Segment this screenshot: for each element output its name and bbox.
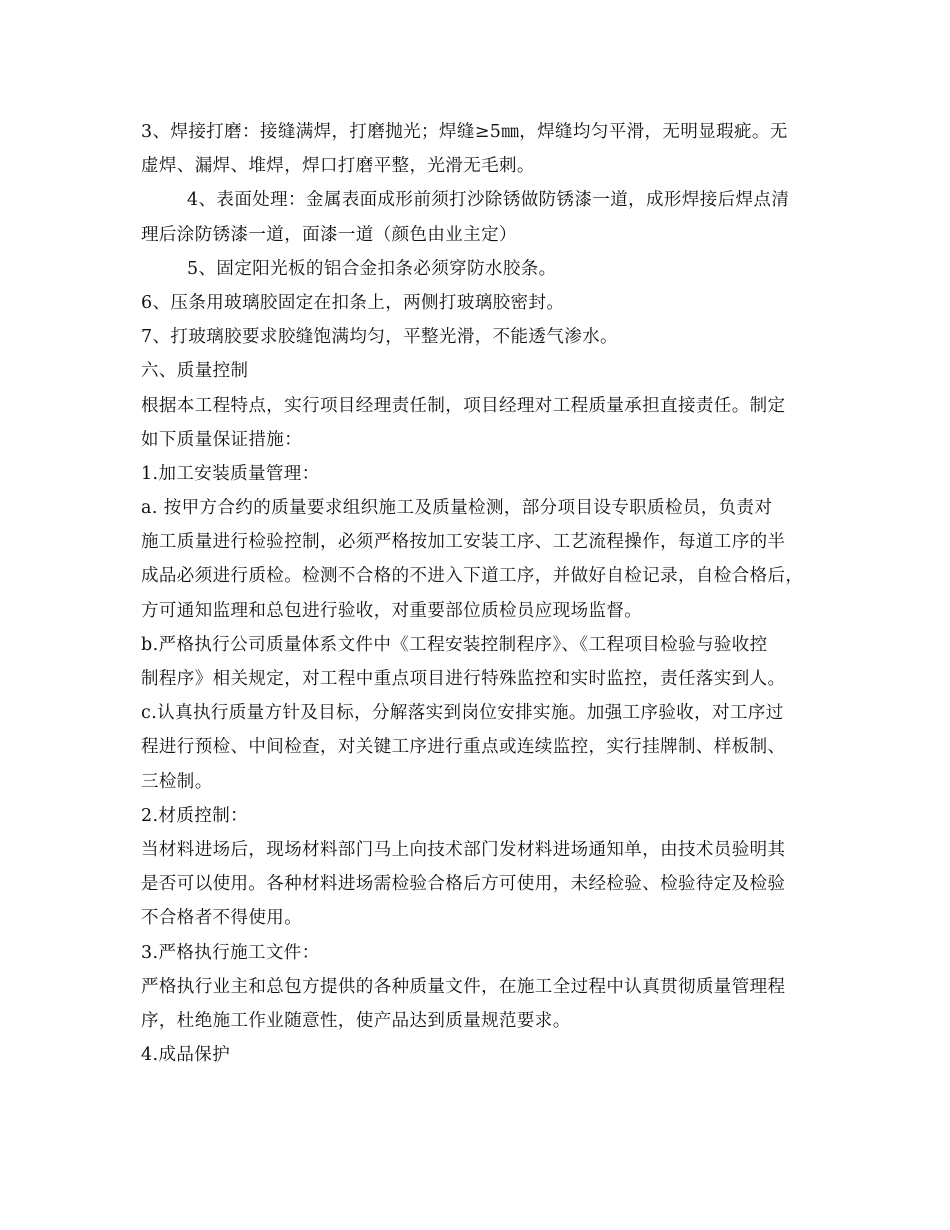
text-line: 程进行预检、中间检查，对关键工序进行重点或连续监控，实行挂牌制、样板制、 [141, 737, 786, 758]
text-line: 方可通知监理和总包进行验收，对重要部位质检员应现场监督。 [141, 600, 643, 621]
text-line: 是否可以使用。各种材料进场需检验合格后方可使用，未经检验、检验待定及检验 [141, 874, 786, 895]
section-heading: 六、质量控制 [141, 361, 249, 382]
subsection-heading: 3.严格执行施工文件： [141, 942, 320, 963]
text-line: 制程序》相关规定，对工程中重点项目进行特殊监控和实时监控，责任落实到人。 [141, 669, 786, 689]
text-line: b.严格执行公司质量体系文件中《工程安装控制程序》、《工程项目检验与验收控 [141, 634, 768, 655]
text-line: 如下质量保证措施： [141, 429, 303, 450]
subsection-heading: 2.材质控制： [141, 805, 248, 826]
subsection-heading: 1.加工安装质量管理： [141, 463, 320, 484]
text-line: 严格执行业主和总包方提供的各种质量文件，在施工全过程中认真贯彻质量管理程 [141, 976, 786, 997]
text-line: 7、打玻璃胶要求胶缝饱满均匀，平整光滑，不能透气渗水。 [141, 327, 618, 348]
text-line: 理后涂防锈漆一道，面漆一道（颜色由业主定） [141, 224, 517, 245]
text-line: 不合格者不得使用。 [141, 908, 303, 929]
text-line: 成品必须进行质检。检测不合格的不进入下道工序，并做好自检记录，自检合格后， [141, 566, 804, 587]
subsection-heading: 4.成品保护 [141, 1045, 231, 1066]
text-line: 施工质量进行检验控制，必须严格按加工安装工序、工艺流程操作，每道工序的半 [141, 532, 786, 553]
text-line: 虚焊、漏焊、堆焊，焊口打磨平整，光滑无毛刺。 [141, 156, 535, 177]
text-line: 6、压条用玻璃胶固定在扣条上，两侧打玻璃胶密封。 [141, 292, 565, 313]
document-page [141, 115, 817, 1072]
text-line: a. 按甲方合约的质量要求组织施工及质量检测，部分项目设专职质检员，负责对 [141, 498, 773, 519]
text-line: 4、表面处理：金属表面成形前须打沙除锈做防锈漆一道，成形焊接后焊点清 [187, 190, 790, 211]
text-line: c.认真执行质量方针及目标，分解落实到岗位安排实施。加强工序验收，对工序过 [141, 703, 784, 724]
text-line: 序，杜绝施工作业随意性，使产品达到质量规范要求。 [141, 1010, 571, 1031]
text-line: 当材料进场后，现场材料部门马上向技术部门发材料进场通知单，由技术员验明其 [141, 839, 786, 860]
text-line: 三检制。 [141, 771, 213, 792]
text-line: 根据本工程特点，实行项目经理责任制，项目经理对工程质量承担直接责任。制定 [141, 395, 786, 416]
text-line: 5、固定阳光板的铝合金扣条必须穿防水胶条。 [187, 258, 557, 279]
text-line: 3、焊接打磨：接缝满焊，打磨抛光；焊缝≥5㎜，焊缝均匀平滑，无明显瑕疵。无 [141, 122, 788, 142]
